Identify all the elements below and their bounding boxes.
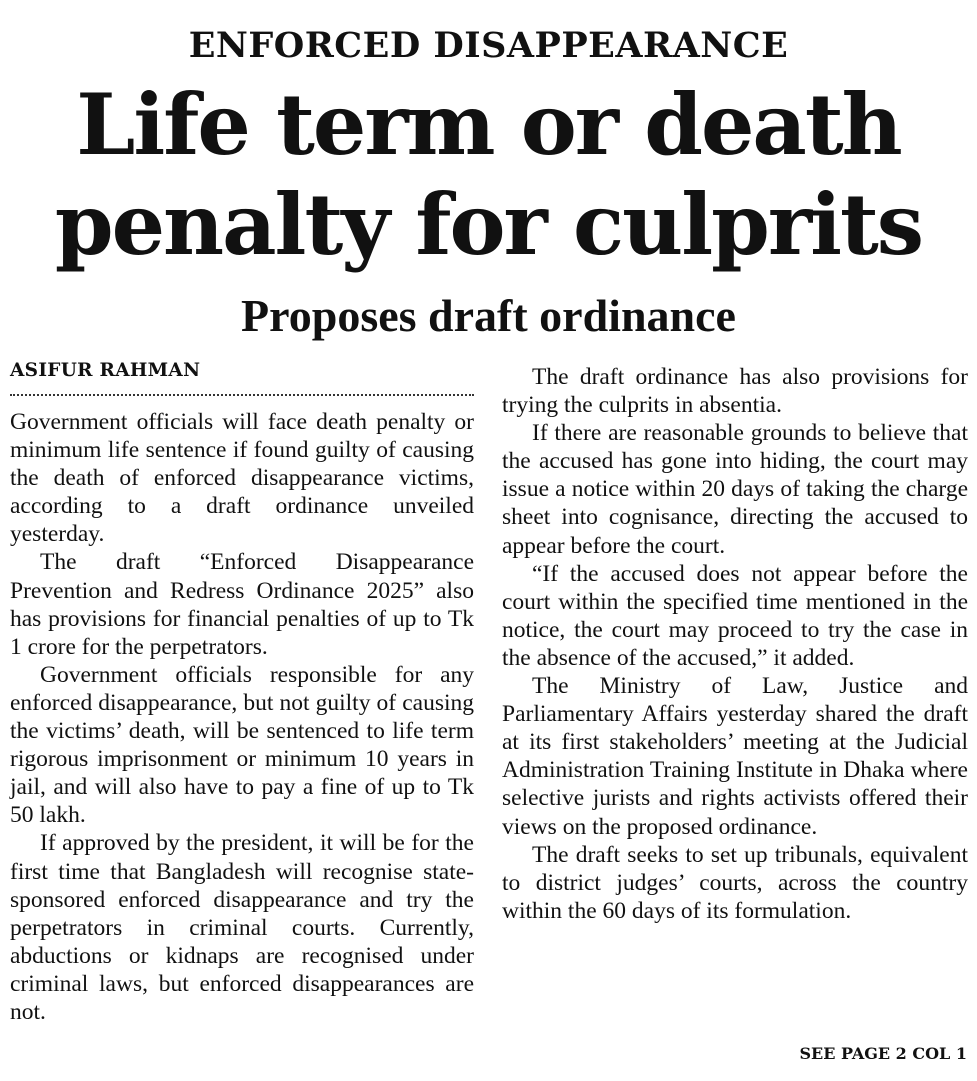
paragraph: If there are reasonable grounds to believe that the accused has gone into hiding, the court may issue a notice within 20 days of taking the charge sheet into cognisance, directing the accused to appear before the court. xyxy=(502,420,968,559)
paragraph: “If the accused does not appear before the court within the specified time mentioned in the notice, the court may proceed to try the case in the absence of the accused,” it added. xyxy=(502,560,968,671)
paragraph: If approved by the president, it will be for the first time that Bangladesh will recognise state-sponsored enforced disappearance and try the perpetrators in criminal courts. Currently, abductions or kidnaps are recognised under criminal laws, but enforced disappearances are not. xyxy=(10,830,474,1025)
byline: ASIFUR RAHMAN xyxy=(10,358,474,396)
paragraph: The draft ordinance has also provisions for trying the culprits in absentia. xyxy=(502,364,968,419)
jump-line: SEE PAGE 2 COL 1 xyxy=(799,1044,967,1063)
kicker: ENFORCED DISAPPEARANCE xyxy=(188,25,789,66)
subheadline: Proposes draft ordinance xyxy=(241,290,736,341)
headline-line-1: Life term or death xyxy=(76,75,901,174)
left-column xyxy=(10,358,474,1026)
paragraph: The draft seeks to set up tribunals, equivalent to district judges’ courts, across the country within the 60 days of its formulation. xyxy=(502,841,968,924)
paragraph: The draft “Enforced Disappearance Prevention and Redress Ordinance 2025” also has provisions for financial penalties of up to Tk 1 crore for the perpetrators. xyxy=(10,549,474,660)
right-column xyxy=(502,363,968,925)
paragraph: Government officials responsible for any enforced disappearance, but not guilty of causing the victims’ death, will be sentenced to life term rigorous imprisonment or minimum 10 years in jail, and will also have to pay a fine of up to Tk 50 lakh. xyxy=(10,661,474,829)
paragraph: The Ministry of Law, Justice and Parliamentary Affairs yesterday shared the draft at its first stakeholders’ meeting at the Judicial Administration Training Institute in Dhaka where selective jurists and rights activists offered their views on the proposed ordinance. xyxy=(502,673,968,840)
headline xyxy=(0,75,977,275)
headline-line-2: penalty for culprits xyxy=(54,175,923,274)
paragraph: Government officials will face death penalty or minimum life sentence if found guilty of causing the death of enforced disappearance victims, according to a draft ordinance unveiled yesterday. xyxy=(10,409,474,548)
